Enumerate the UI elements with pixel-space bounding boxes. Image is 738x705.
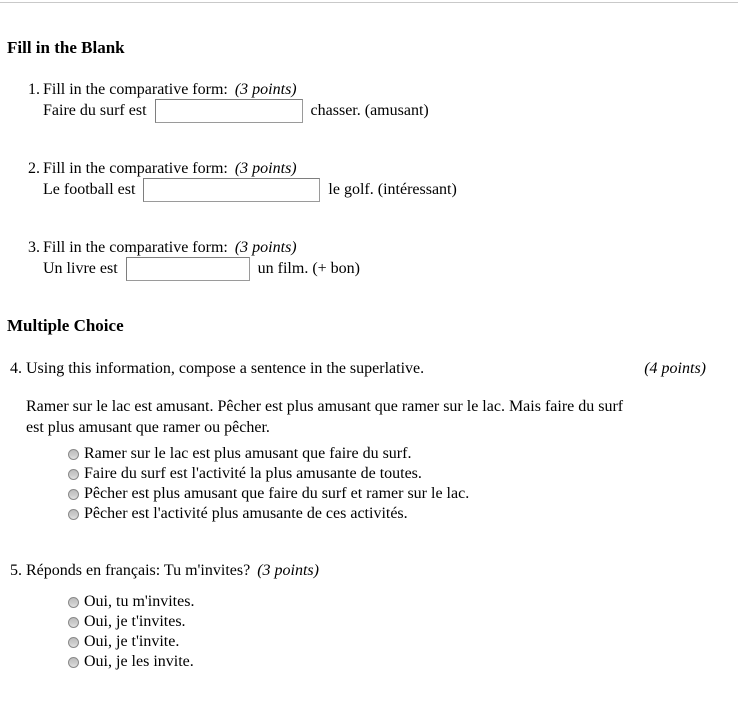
radio-button[interactable] [68, 637, 79, 648]
points-label: (3 points) [234, 239, 297, 256]
option-label: Pêcher est plus amusant que faire du surf et ramer sur le lac. [84, 485, 470, 502]
option-row[interactable] [68, 484, 706, 504]
radio-button[interactable] [68, 469, 79, 480]
section-heading-fill-in-the-blank: Fill in the Blank [7, 38, 125, 57]
radio-button[interactable] [68, 509, 79, 520]
question-4-header [10, 360, 706, 377]
radio-button[interactable] [68, 489, 79, 500]
question-number: 3. [28, 239, 40, 256]
option-row[interactable] [68, 504, 706, 524]
question-5-options [68, 592, 706, 672]
question-4-options [68, 444, 706, 524]
question-4-passage: Ramer sur le lac est amusant. Pêcher est plus amusant que ramer sur le lac. Mais faire du surf est plus amusant que ramer ou pêcher. [26, 398, 624, 436]
comparative-answer-input-1[interactable] [155, 99, 303, 123]
radio-button[interactable] [68, 617, 79, 628]
question-2-answer-row [43, 177, 457, 203]
option-label: Oui, je les invite. [84, 653, 194, 670]
question-number: 5. [10, 562, 22, 579]
question-5 [10, 562, 706, 672]
question-2-header [28, 160, 457, 177]
answer-text-before: Faire du surf est [43, 102, 147, 119]
option-label: Oui, je t'invite. [84, 633, 180, 650]
section-heading-multiple-choice: Multiple Choice [7, 316, 124, 335]
question-number: 2. [28, 160, 40, 177]
question-prompt: Réponds en français: Tu m'invites? [26, 562, 251, 579]
option-label: Pêcher est l'activité plus amusante de ces activités. [84, 505, 408, 522]
top-divider [0, 2, 738, 3]
option-row[interactable] [68, 464, 706, 484]
answer-text-before: Un livre est [43, 260, 118, 277]
answer-text-after: chasser. (amusant) [310, 102, 429, 119]
question-1 [28, 81, 429, 124]
option-label: Ramer sur le lac est plus amusant que faire du surf. [84, 445, 412, 462]
question-2 [28, 160, 457, 203]
question-3 [28, 239, 360, 282]
question-1-header [28, 81, 429, 98]
points-label: (4 points) [644, 360, 706, 377]
question-1-answer-row [43, 98, 429, 124]
answer-text-after: un film. (+ bon) [257, 260, 360, 277]
radio-button[interactable] [68, 657, 79, 668]
question-prompt: Using this information, compose a sentence in the superlative. [26, 360, 425, 377]
option-row[interactable] [68, 612, 706, 632]
option-row[interactable] [68, 632, 706, 652]
question-prompt: Fill in the comparative form: [43, 160, 228, 177]
comparative-answer-input-2[interactable] [143, 178, 320, 202]
question-number: 1. [28, 81, 40, 98]
question-prompt: Fill in the comparative form: [43, 81, 228, 98]
question-4 [10, 360, 706, 524]
comparative-answer-input-3[interactable] [126, 257, 250, 281]
answer-text-before: Le football est [43, 181, 136, 198]
option-row[interactable] [68, 652, 706, 672]
option-row[interactable] [68, 592, 706, 612]
answer-text-after: le golf. (intéressant) [328, 181, 457, 198]
question-prompt: Fill in the comparative form: [43, 239, 228, 256]
option-row[interactable] [68, 444, 706, 464]
radio-button[interactable] [68, 449, 79, 460]
points-label: (3 points) [234, 160, 297, 177]
question-3-header [28, 239, 360, 256]
option-label: Oui, je t'invites. [84, 613, 186, 630]
radio-button[interactable] [68, 597, 79, 608]
option-label: Faire du surf est l'activité la plus amusante de toutes. [84, 465, 422, 482]
question-number: 4. [10, 360, 22, 377]
question-5-header [10, 562, 706, 579]
option-label: Oui, tu m'invites. [84, 593, 195, 610]
question-3-answer-row [43, 256, 360, 282]
points-label: (3 points) [257, 562, 319, 579]
points-label: (3 points) [234, 81, 297, 98]
